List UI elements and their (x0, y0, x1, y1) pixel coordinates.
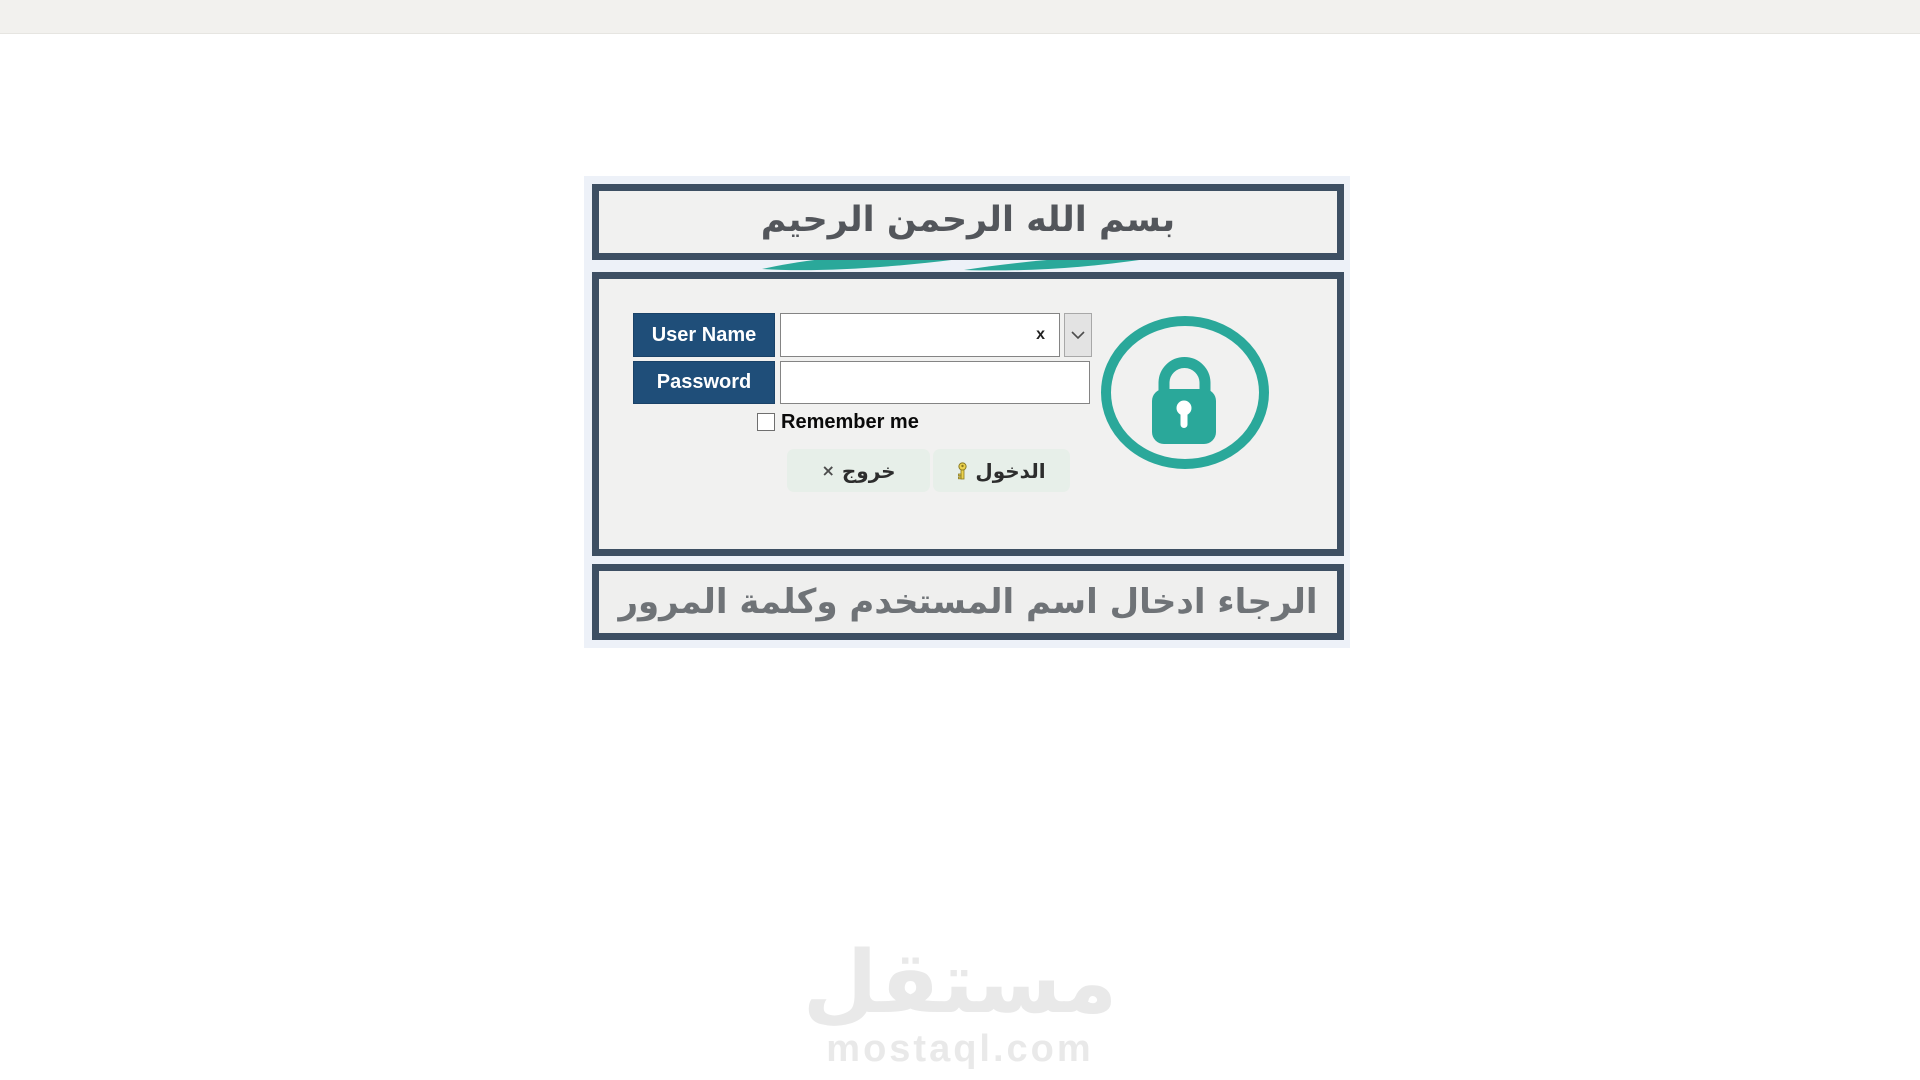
remember-me-checkbox[interactable] (757, 413, 775, 431)
mostaql-domain: mostaql.com (826, 1028, 1094, 1071)
key-icon (957, 462, 968, 480)
login-dialog (584, 176, 1350, 648)
password-label-text: Password (656, 371, 752, 393)
dialog-title: بسم الله الرحمن الرحيم (760, 200, 1176, 240)
title-panel (592, 184, 1344, 260)
login-button-label: الدخول (975, 458, 1046, 483)
username-label-text: User Name (651, 323, 757, 346)
login-form-panel (592, 272, 1344, 556)
remember-me-label: Remember me (781, 411, 919, 433)
lock-badge (1100, 315, 1270, 470)
lock-icon (1152, 363, 1216, 445)
login-button[interactable] (933, 449, 1070, 492)
exit-button-label: خروج (841, 458, 896, 483)
mostaql-logo: مستقل (802, 933, 1118, 1033)
footer-panel (592, 564, 1344, 640)
top-bar (0, 0, 1920, 34)
username-label (633, 313, 775, 357)
exit-button[interactable] (787, 449, 930, 492)
chevron-down-icon (1071, 331, 1085, 340)
watermark (0, 933, 1920, 1071)
close-icon: × (821, 461, 835, 480)
password-input[interactable] (780, 361, 1090, 404)
username-input[interactable] (780, 313, 1060, 357)
footer-message: الرجاء ادخال اسم المستخدم وكلمة المرور (618, 582, 1318, 622)
username-dropdown-button[interactable] (1064, 313, 1092, 357)
password-label (633, 361, 775, 404)
